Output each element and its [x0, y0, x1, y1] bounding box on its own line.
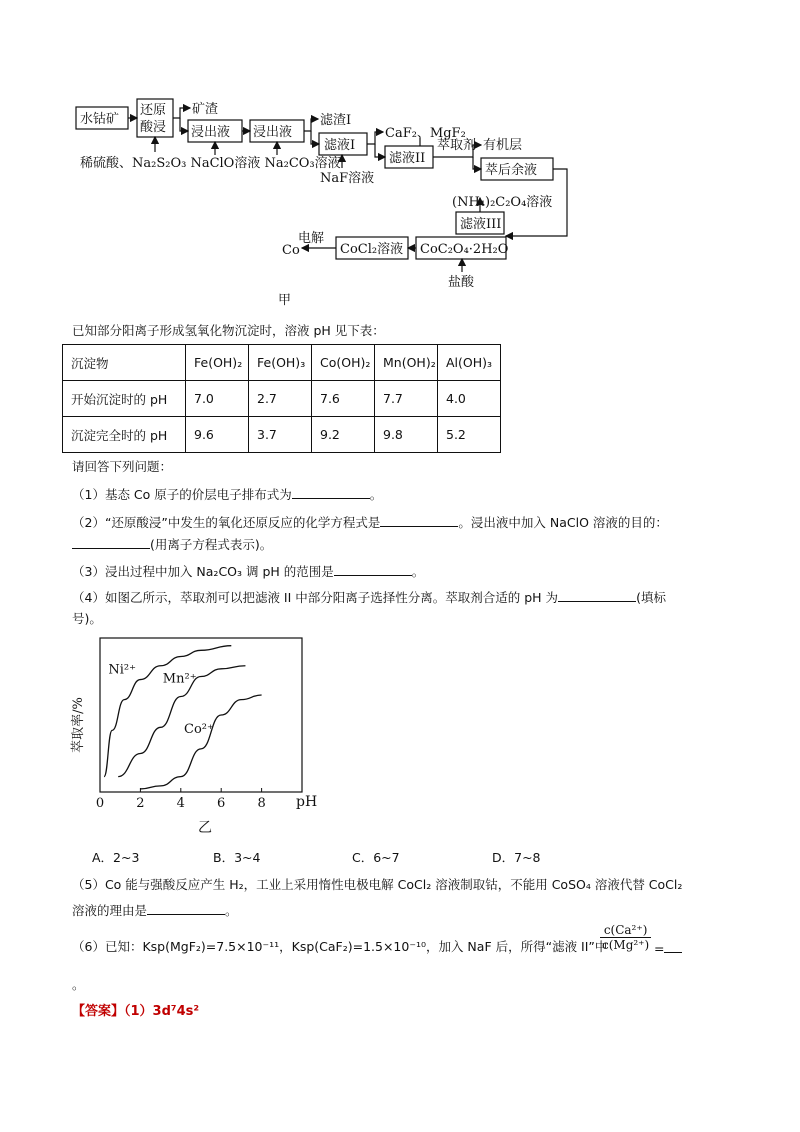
question-4: [72, 587, 666, 607]
table-cell: Fe(OH)₃: [249, 345, 312, 381]
q3-text: （3）浸出过程中加入 Na₂CO₃ 调 pH 的范围是: [72, 564, 334, 579]
label-cocl2: CoCl₂溶液: [340, 242, 404, 257]
table-cell: Al(OH)₃: [438, 345, 501, 381]
flow-diagram: [0, 0, 800, 320]
label-reduce: 还原: [140, 103, 167, 118]
answer-label: 【答案】: [72, 1004, 125, 1019]
table-cell: 沉淀物: [63, 345, 186, 381]
x-tick-label: 2: [136, 796, 145, 811]
table-cell: Fe(OH)₂: [186, 345, 249, 381]
q1-text: （1）基态 Co 原子的价层电子排布式为: [72, 487, 292, 502]
option-c[interactable]: C．6~7: [352, 850, 400, 865]
table-cell: 9.2: [312, 417, 375, 453]
plot-frame: [100, 638, 302, 792]
q2-text-c: (用离子方程式表示)。: [150, 537, 273, 552]
x-tick-label: 0: [95, 796, 105, 811]
series-label-0: Ni²⁺: [108, 662, 137, 678]
q3-end: 。: [411, 564, 425, 579]
series-line-2: [140, 695, 261, 789]
answer-blank[interactable]: [292, 484, 370, 499]
answer-blank[interactable]: [147, 900, 225, 915]
series-label-2: Co²⁺: [184, 721, 214, 737]
question-6: （6）已知：Ksp(MgF₂)=7.5×10⁻¹¹，Ksp(CaF₂)=1.5×10⁻¹⁰，加入 NaF 后，所得“滤液 II”中: [72, 939, 608, 954]
q5-text-b: 溶液的理由是: [72, 903, 148, 918]
question-2-cont: [72, 534, 272, 554]
label-residue-1: 滤渣I: [320, 113, 352, 128]
answer-blank[interactable]: [380, 512, 458, 527]
q1-end: 。: [369, 487, 383, 502]
table-cell: 4.0: [438, 381, 501, 417]
table-row: [63, 381, 501, 417]
q5-end: 。: [225, 903, 238, 918]
table-cell: 5.2: [438, 417, 501, 453]
option-b[interactable]: B．3~4: [213, 850, 261, 865]
chart-title: 乙: [198, 820, 212, 836]
label-raw-ore: 水钴矿: [80, 112, 120, 127]
option-d[interactable]: D．7~8: [492, 850, 541, 865]
label-coc2o4: CoC₂O₄·2H₂O: [420, 242, 509, 257]
question-prompt: 请回答下列问题：: [72, 459, 173, 474]
label-oxalate: (NH₄)₂C₂O₄溶液: [452, 195, 553, 210]
label-leachate-1: 浸出液: [191, 125, 231, 140]
fraction-denominator: c(Mg²⁺): [602, 938, 650, 952]
x-tick-label: 6: [217, 796, 226, 811]
extraction-chart: [60, 630, 380, 845]
label-hcl: 盐酸: [448, 275, 475, 290]
table-cell: Co(OH)₂: [312, 345, 375, 381]
fraction-numerator: c(Ca²⁺): [600, 923, 651, 938]
answer-text: （1）3d⁷4s²: [124, 1004, 200, 1019]
ratio-fraction: [600, 923, 651, 952]
label-extractant: 萃取剂: [437, 138, 477, 153]
question-5: （5）Co 能与强酸反应产生 H₂，工业上采用惰性电极电解 CoCl₂ 溶液制取钴，不能用 CoSO₄ 溶液代替 CoCl₂: [72, 877, 683, 892]
question-3: [72, 561, 424, 581]
label-raffinate: 萃后余液: [485, 163, 538, 178]
table-cell: Mn(OH)₂: [375, 345, 438, 381]
ph-table: [62, 344, 501, 453]
question-6-tail: [654, 938, 682, 958]
label-reagents: 稀硫酸、Na₂S₂O₃ NaClO溶液 Na₂CO₃溶液: [80, 156, 341, 171]
table-cell: 7.6: [312, 381, 375, 417]
table-cell: 7.0: [186, 381, 249, 417]
y-axis-label: 萃取率/%: [71, 697, 86, 753]
q4-text-a: （4）如图乙所示，萃取剂可以把滤液 II 中部分阳离子选择性分离。萃取剂合适的 pH 为: [72, 590, 559, 605]
series-label-1: Mn²⁺: [162, 671, 197, 687]
table-row: [63, 417, 501, 453]
question-6-end: 。: [72, 977, 85, 992]
label-figure-jia: 甲: [278, 293, 292, 308]
table-cell: 9.6: [186, 417, 249, 453]
answer-blank[interactable]: [664, 938, 682, 953]
q2-text-a: （2）“还原酸浸”中发生的氧化还原反应的化学方程式是: [72, 515, 381, 530]
answer-line: [72, 1000, 199, 1019]
x-tick-label: 4: [176, 796, 185, 811]
label-filtrate-3: 滤液III: [460, 217, 502, 232]
label-filtrate-1: 滤液I: [324, 138, 356, 153]
label-co: Co: [282, 243, 300, 258]
label-filtrate-2: 滤液II: [389, 151, 426, 166]
q2-text-b: 。浸出液中加入 NaClO 溶液的目的：: [458, 515, 668, 530]
table-cell: 开始沉淀时的 pH: [63, 381, 186, 417]
table-cell: 2.7: [249, 381, 312, 417]
table-cell: 9.8: [375, 417, 438, 453]
answer-blank[interactable]: [558, 587, 636, 602]
label-slag: 矿渣: [192, 102, 219, 117]
question-4-cont: 号)。: [72, 611, 102, 626]
x-tick-label: 8: [257, 796, 266, 811]
label-leachate-2: 浸出液: [253, 125, 293, 140]
table-cell: 沉淀完全时的 pH: [63, 417, 186, 453]
option-a[interactable]: A．2~3: [92, 850, 140, 865]
q4-text-b: (填标: [636, 590, 666, 605]
answer-blank[interactable]: [334, 561, 412, 576]
table-cell: 3.7: [249, 417, 312, 453]
label-leach: 酸浸: [140, 120, 167, 135]
question-1: [72, 484, 382, 504]
question-2: [72, 512, 668, 532]
answer-blank[interactable]: [72, 534, 150, 549]
intro-text: 已知部分阳离子形成氢氧化物沉淀时，溶液 pH 见下表：: [72, 323, 385, 338]
label-naf: NaF溶液: [320, 171, 375, 186]
table-header-row: [63, 345, 501, 381]
table-cell: 7.7: [375, 381, 438, 417]
label-caf-mgf: CaF₂、MgF₂: [385, 126, 466, 141]
question-5-cont: [72, 900, 238, 920]
q6-eq: =: [654, 941, 665, 956]
label-electrolysis: 电解: [298, 231, 325, 246]
x-axis-label: pH: [296, 794, 318, 810]
label-organic-layer: 有机层: [483, 138, 523, 153]
